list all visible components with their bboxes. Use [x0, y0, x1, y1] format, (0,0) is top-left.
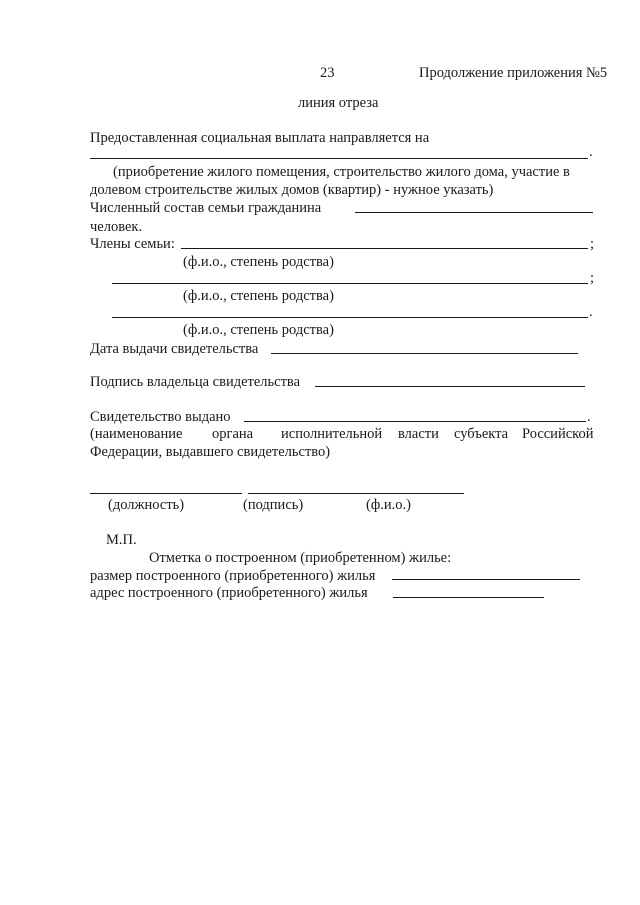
authority-hint-word-5: субъекта: [454, 426, 509, 442]
stamp-place-label: М.П.: [106, 532, 137, 548]
housing-address-label: адрес построенного (приобретенного) жилья: [90, 585, 368, 601]
position-line[interactable]: [90, 493, 242, 494]
authority-hint-word-3: исполнительной: [281, 426, 383, 442]
issued-by-period: .: [587, 409, 591, 425]
authority-hint-word-6: Российской: [522, 426, 594, 442]
issued-by-label: Свидетельство выдано: [90, 409, 231, 425]
family-member-line-1[interactable]: [181, 248, 588, 249]
appendix-continuation: Продолжение приложения №5: [419, 65, 608, 81]
line-end-period: .: [589, 144, 593, 160]
owner-signature-line[interactable]: [315, 386, 585, 387]
member-1-semicolon: ;: [590, 236, 595, 252]
owner-signature-label: Подпись владельца свидетельства: [90, 374, 301, 390]
cut-line-label: линия отреза: [298, 95, 379, 111]
housing-size-line[interactable]: [392, 579, 580, 580]
purpose-hint-line1: (приобретение жилого помещения, строительство жилого дома, участие в: [113, 164, 570, 180]
family-count-line[interactable]: [355, 212, 593, 213]
authority-hint-word-2: органа: [212, 426, 254, 442]
family-member-line-3[interactable]: [112, 317, 588, 318]
member-3-period: .: [589, 304, 593, 320]
issue-date-line[interactable]: [271, 353, 578, 354]
authority-hint-line2: Федерации, выдавшего свидетельство): [90, 444, 331, 460]
signature-caption: (подпись): [243, 497, 304, 513]
family-count-label: Численный состав семьи гражданина: [90, 200, 322, 216]
housing-size-label: размер построенного (приобретенного) жилья: [90, 568, 376, 584]
authority-hint-word-1: (наименование: [90, 426, 183, 442]
fio-caption: (ф.и.о.): [366, 497, 411, 513]
authority-hint-word-4: власти: [398, 426, 439, 442]
payment-direction-line[interactable]: [90, 158, 588, 159]
member-2-semicolon: ;: [590, 270, 595, 286]
issued-by-line[interactable]: [244, 421, 586, 422]
page-number: 23: [320, 65, 335, 81]
position-caption: (должность): [108, 497, 185, 513]
payment-direction-label: Предоставленная социальная выплата направляется на: [90, 130, 430, 146]
member-hint-2: (ф.и.о., степень родства): [183, 288, 334, 304]
family-members-label: Члены семьи:: [90, 236, 175, 252]
signature-fio-line[interactable]: [248, 493, 464, 494]
member-hint-1: (ф.и.о., степень родства): [183, 254, 334, 270]
member-hint-3: (ф.и.о., степень родства): [183, 322, 334, 338]
housing-address-line[interactable]: [393, 597, 544, 598]
family-member-line-2[interactable]: [112, 283, 588, 284]
persons-word: человек.: [90, 219, 143, 235]
purpose-hint-line2: долевом строительстве жилых домов (квартир) - нужное указать): [90, 182, 494, 198]
issue-date-label: Дата выдачи свидетельства: [90, 341, 259, 357]
housing-note-title: Отметка о построенном (приобретенном) жилье:: [149, 550, 452, 566]
